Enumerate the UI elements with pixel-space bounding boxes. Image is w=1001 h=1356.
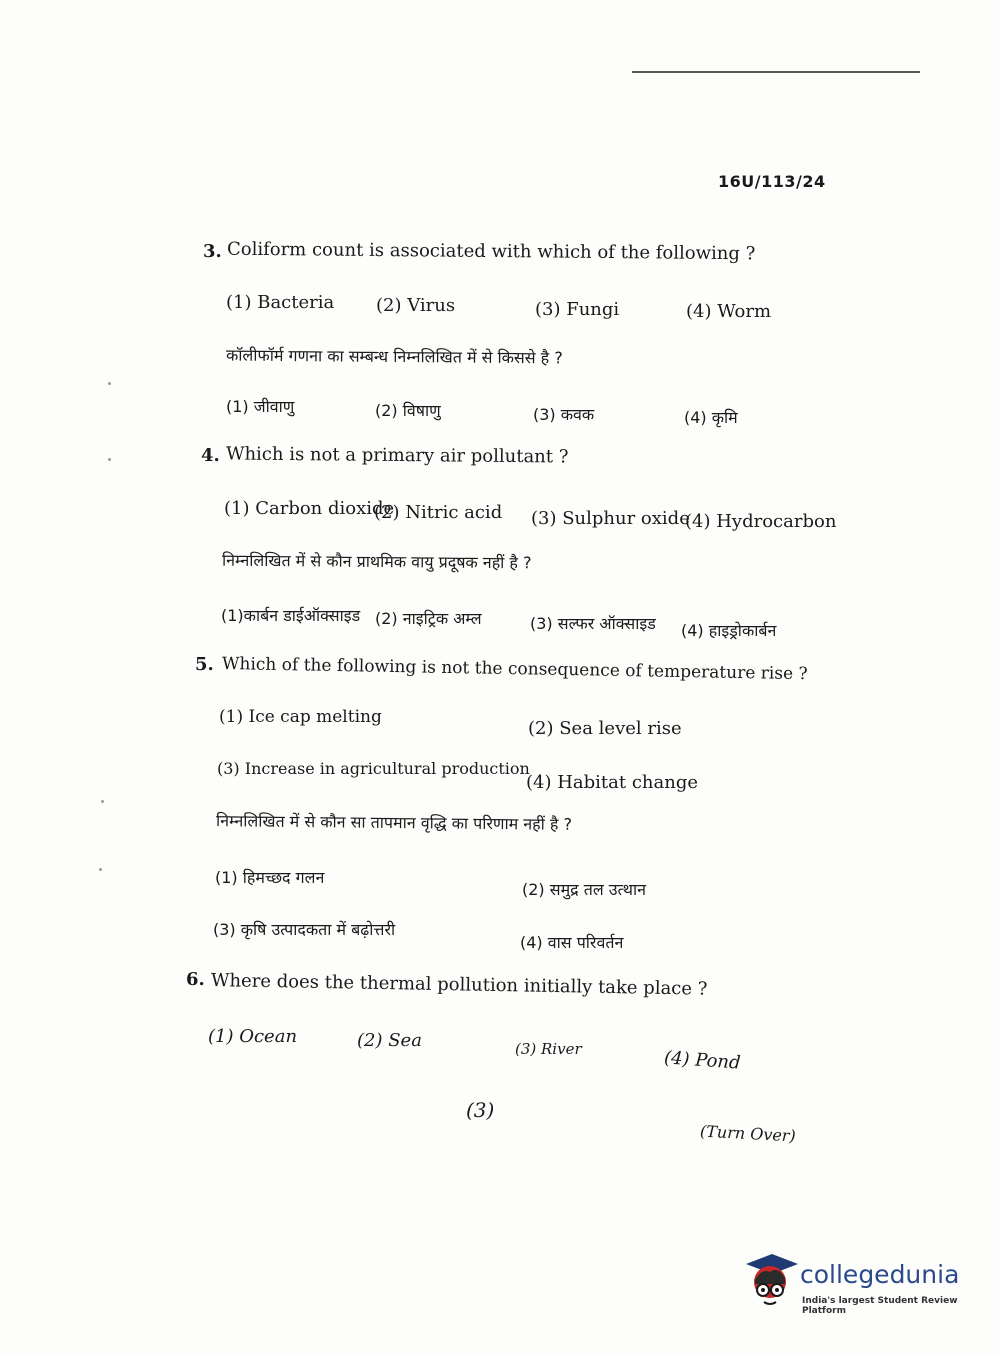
q4-question-hi: निम्नलिखित में से कौन प्राथमिक वायु प्रदूषक नहीं है ? — [221, 550, 532, 573]
q5-hi-option-1: (1) हिमच्छद गलन — [215, 868, 325, 887]
margin-speck — [108, 382, 111, 385]
mascot-icon — [742, 1250, 798, 1314]
q3-hi-option-4: (4) कृमि — [684, 408, 738, 427]
turn-over-note: (Turn Over) — [699, 1121, 797, 1146]
paper-code: 16U/113/24 — [718, 172, 826, 191]
q6-en-option-2: (2) Sea — [357, 1030, 422, 1051]
q4-en-option-3: (3) Sulphur oxide — [531, 508, 690, 529]
q5-question-en: Which of the following is not the consequence of temperature rise ? — [221, 654, 808, 685]
q4-en-option-1: (1) Carbon dioxide — [224, 498, 395, 519]
q5-question-hi: निम्नलिखित में से कौन सा तापमान वृद्धि का परिणाम नहीं है ? — [215, 811, 573, 834]
q6-en-option-1: (1) Ocean — [208, 1026, 298, 1047]
page-number: (3) — [466, 1098, 495, 1122]
q6-question-en: Where does the thermal pollution initially take place ? — [210, 970, 708, 1000]
q4-question-en: Which is not a primary air pollutant ? — [225, 443, 569, 468]
margin-speck — [101, 800, 104, 803]
q3-question-en: Coliform count is associated with which of the following ? — [226, 238, 756, 265]
q3-question-hi: कॉलीफॉर्म गणना का सम्बन्ध निम्नलिखित में से किससे है ? — [225, 345, 563, 368]
q5-en-option-1: (1) Ice cap melting — [219, 707, 382, 727]
margin-speck — [99, 868, 102, 871]
q5-en-option-3: (3) Increase in agricultural production — [217, 759, 530, 778]
q6-en-option-3: (3) River — [515, 1040, 582, 1058]
q5-hi-option-3: (3) कृषि उत्पादकता में बढ़ोत्तरी — [213, 920, 396, 939]
q4-hi-option-4: (4) हाइड्रोकार्बन — [681, 621, 777, 640]
q3-en-option-4: (4) Worm — [686, 301, 772, 322]
q3-number: 3. — [203, 241, 222, 262]
q4-en-option-4: (4) Hydrocarbon — [685, 511, 837, 532]
q4-hi-option-1: (1)कार्बन डाईऑक्साइड — [221, 606, 361, 625]
q4-hi-option-3: (3) सल्फर ऑक्साइड — [530, 614, 656, 633]
q6-number: 6. — [186, 969, 205, 990]
q3-en-option-2: (2) Virus — [376, 295, 456, 316]
q3-hi-option-3: (3) कवक — [533, 405, 595, 424]
collegedunia-logo — [742, 1250, 968, 1314]
q3-en-option-3: (3) Fungi — [535, 299, 620, 320]
q5-hi-option-4: (4) वास परिवर्तन — [520, 933, 624, 952]
q4-hi-option-2: (2) नाइट्रिक अम्ल — [375, 609, 482, 628]
margin-speck — [108, 458, 111, 461]
q5-en-option-4: (4) Habitat change — [526, 772, 699, 793]
q5-en-option-2: (2) Sea level rise — [528, 718, 682, 739]
q3-en-option-1: (1) Bacteria — [226, 292, 335, 313]
q4-number: 4. — [201, 445, 220, 466]
top-rule — [632, 71, 920, 73]
q5-number: 5. — [195, 654, 214, 675]
q6-en-option-4: (4) Pond — [663, 1047, 742, 1074]
logo-tagline: India's largest Student Review Platform — [802, 1296, 958, 1316]
q3-hi-option-2: (2) विषाणु — [375, 401, 441, 420]
q3-hi-option-1: (1) जीवाणु — [226, 397, 295, 416]
q5-hi-option-2: (2) समुद्र तल उत्थान — [522, 880, 647, 899]
q4-en-option-2: (2) Nitric acid — [374, 502, 503, 523]
logo-wordmark: collegedunia — [800, 1260, 960, 1289]
